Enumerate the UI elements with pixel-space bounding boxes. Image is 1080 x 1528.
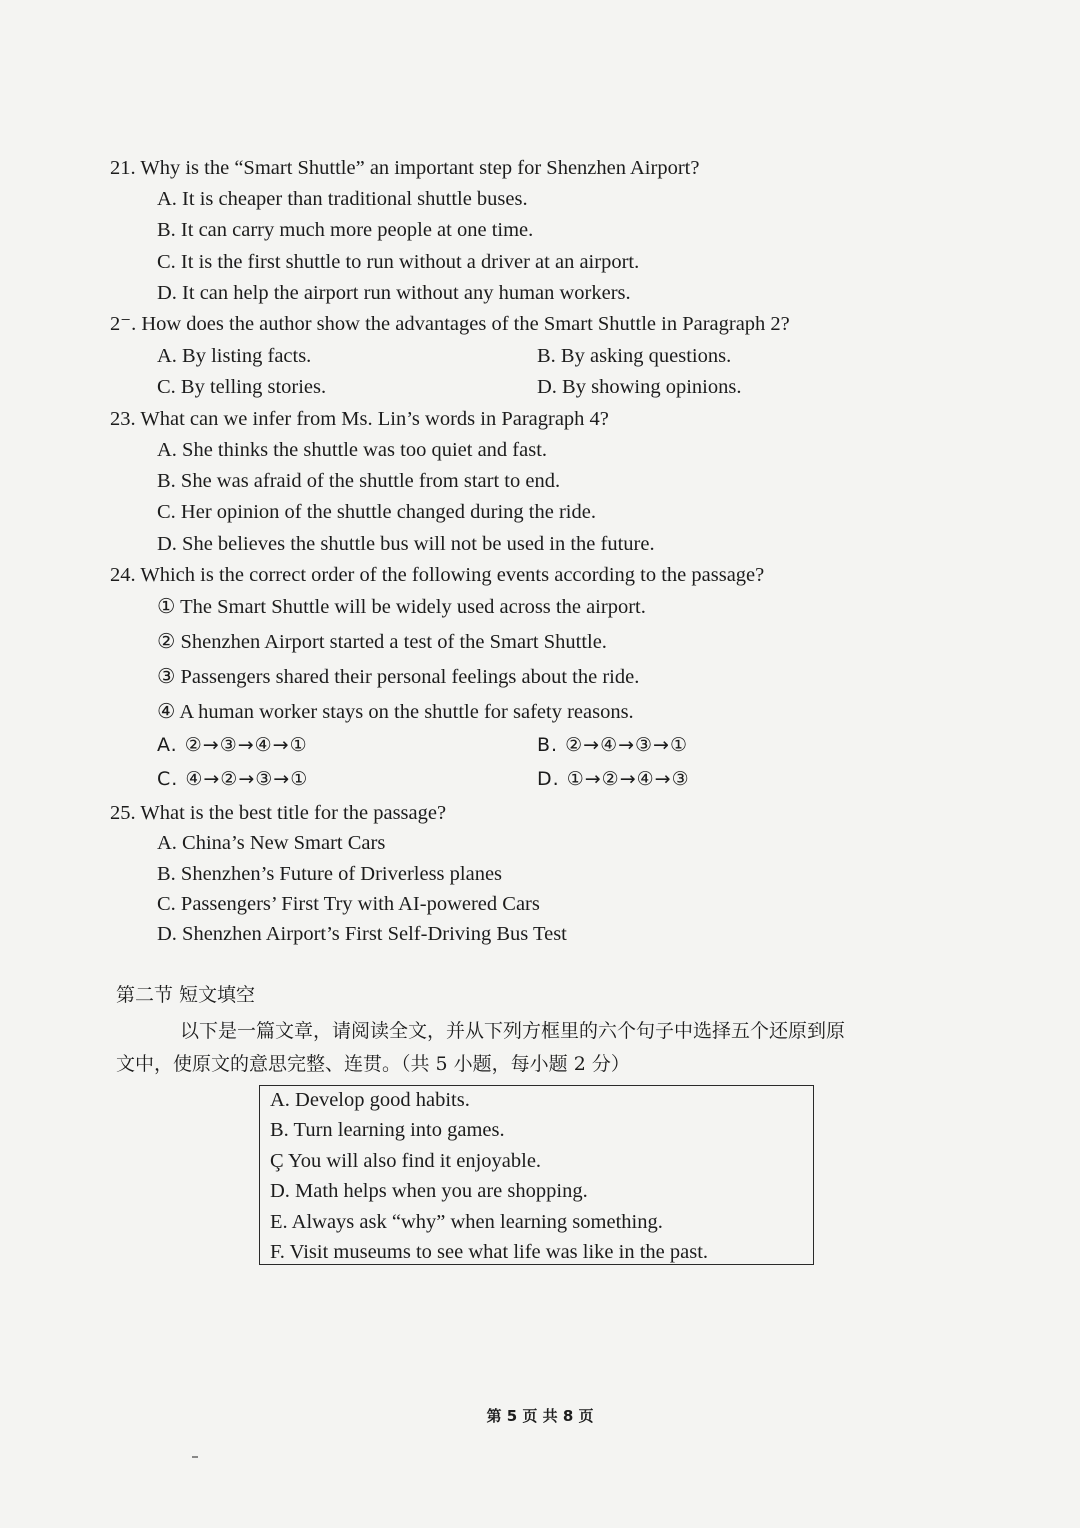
question-25-option-a: A. China’s New Smart Cars (157, 832, 386, 854)
question-21-option-a: A. It is cheaper than traditional shuttle buses. (157, 188, 528, 210)
sentence-choices-box (259, 1085, 814, 1265)
question-22-option-d: D. By showing opinions. (537, 376, 742, 398)
page-number: 第 5 页 共 8 页 (486, 1407, 594, 1425)
question-23-option-b: B. She was afraid of the shuttle from start to end. (157, 470, 561, 492)
question-25-option-d: D. Shenzhen Airport’s First Self-Driving Bus Test (157, 923, 567, 945)
choice-d: D. Math helps when you are shopping. (270, 1180, 588, 1202)
question-25-option-b: B. Shenzhen’s Future of Driverless planes (157, 863, 503, 885)
question-24-option-d: D. ①→②→④→③ (537, 768, 690, 790)
question-21-stem: 21. Why is the “Smart Shuttle” an important step for Shenzhen Airport? (110, 157, 700, 179)
question-21-option-d: D. It can help the airport run without any human workers. (157, 282, 631, 304)
question-24-stem: 24. Which is the correct order of the following events according to the passage? (110, 564, 765, 586)
question-24-event-2: ② Shenzhen Airport started a test of the Smart Shuttle. (157, 631, 607, 653)
choice-c: Ç You will also find it enjoyable. (270, 1150, 542, 1172)
choice-f: F. Visit museums to see what life was like in the past. (270, 1241, 709, 1263)
question-22-option-a: A. By listing facts. (157, 345, 312, 367)
scan-mark (192, 1456, 198, 1458)
question-24-option-a: A. ②→③→④→① (157, 734, 308, 756)
question-24-option-b: B. ②→④→③→① (537, 734, 689, 756)
choice-b: B. Turn learning into games. (270, 1119, 505, 1141)
choice-a: A. Develop good habits. (270, 1089, 470, 1111)
question-23-option-d: D. She believes the shuttle bus will not be used in the future. (157, 533, 655, 555)
question-23-option-a: A. She thinks the shuttle was too quiet and fast. (157, 439, 548, 461)
question-23-stem: 23. What can we infer from Ms. Lin’s words in Paragraph 4? (110, 408, 609, 430)
question-25-option-c: C. Passengers’ First Try with AI-powered Cars (157, 893, 540, 915)
question-22-option-c: C. By telling stories. (157, 376, 327, 398)
question-22-stem: 2⁻. How does the author show the advantages of the Smart Shuttle in Paragraph 2? (110, 313, 790, 335)
section-instruction-line-1: 以下是一篇文章，请阅读全文，并从下列方框里的六个句子中选择五个还原到原 (180, 1020, 846, 1042)
question-21-option-c: C. It is the first shuttle to run without a driver at an airport. (157, 251, 640, 273)
question-24-event-4: ④ A human worker stays on the shuttle for safety reasons. (157, 701, 634, 723)
question-22-option-b: B. By asking questions. (537, 345, 732, 367)
question-21-option-b: B. It can carry much more people at one time. (157, 219, 534, 241)
choice-e: E. Always ask “why” when learning something. (270, 1211, 663, 1233)
question-24-option-c: C. ④→②→③→① (157, 768, 309, 790)
section-heading: 第二节 短文填空 (116, 984, 256, 1006)
question-25-stem: 25. What is the best title for the passage? (110, 802, 447, 824)
question-24-event-1: ① The Smart Shuttle will be widely used across the airport. (157, 596, 646, 618)
question-24-event-3: ③ Passengers shared their personal feelings about the ride. (157, 666, 640, 688)
section-instruction-line-2: 文中，使原文的意思完整、连贯。（共 5 小题，每小题 2 分） (116, 1053, 630, 1075)
question-23-option-c: C. Her opinion of the shuttle changed during the ride. (157, 501, 596, 523)
